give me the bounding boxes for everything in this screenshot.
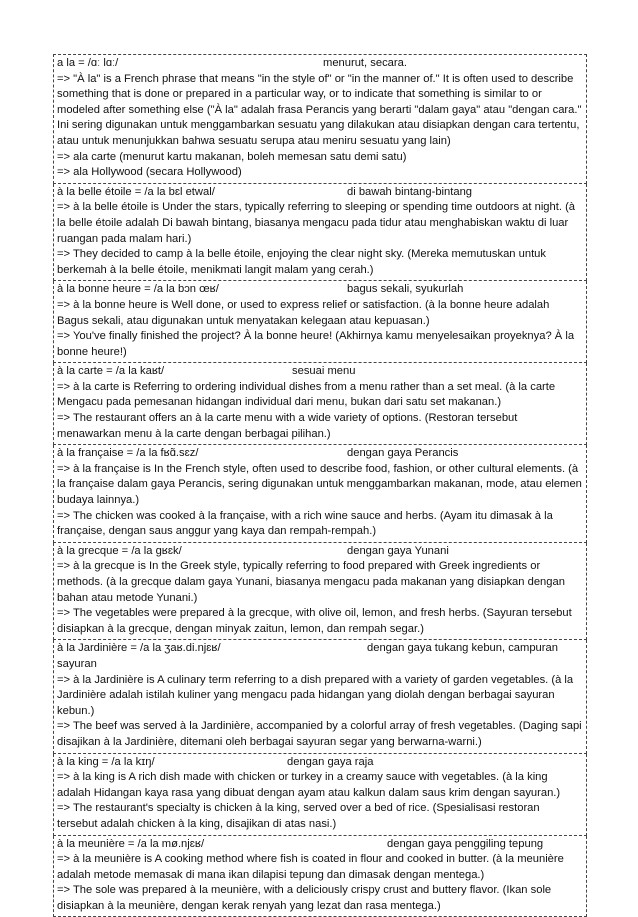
entry-headline	[57, 446, 583, 462]
entry-term: à la bonne heure = /a la bɔn œʁ/	[57, 283, 219, 295]
entry-term: a la = /ɑː lɑː/	[57, 57, 118, 69]
entry-term: à la meunière = /a la mø.njɛʁ/	[57, 838, 204, 850]
entry-term: à la king = /a la kɪŋ/	[57, 756, 155, 768]
entry-line: => à la bonne heure is Well done, or used to express relief or satisfaction. (à la bonne heure adalah Bagus sekali, atau digunakan untuk menyatakan kelegaan atau kepuasan.)	[57, 298, 583, 329]
glossary-entry	[53, 184, 587, 282]
entry-line: => à la grecque is In the Greek style, typically referring to food prepared with Greek ingredients or methods. (à la grecque dalam gaya Yunani, biasanya mengacu pada makanan yang disiapkan dengan bahan atau metode Yunani.)	[57, 559, 583, 606]
entry-line: => à la meunière is A cooking method where fish is coated in flour and cooked in butter. (à la meunière adalah metode memasak di mana ikan dilapisi tepung dan dimasak dengan mentega.)	[57, 852, 583, 883]
entry-headline	[57, 185, 583, 201]
entry-headline	[57, 56, 583, 72]
entry-headline	[57, 837, 583, 853]
glossary-entry	[53, 363, 587, 445]
entry-headline	[57, 544, 583, 560]
entry-translation: bagus sekali, syukurlah	[347, 282, 463, 298]
entry-line: => à la française is In the French style, often used to describe food, fashion, or other cultural elements. (à la française dalam gaya Perancis, sering digunakan untuk menggambarkan makanan, mode, atau elemen budaya lainnya.)	[57, 462, 583, 509]
entry-headline	[57, 282, 583, 298]
entry-translation: menurut, secara.	[323, 56, 407, 72]
entry-line: => The beef was served à la Jardinière, accompanied by a colorful array of fresh vegetables. (Daging sapi disajikan à la Jardinière, ditemani oleh berbagai sayuran segar yang berwarna-warni.)	[57, 719, 583, 750]
entry-line: => à la belle étoile is Under the stars, typically referring to sleeping or spending time outdoors at night. (à la belle étoile adalah Di bawah bintang, biasanya mengacu pada tidur atau menghabiskan waktu di luar ruangan pada malam hari.)	[57, 200, 583, 247]
entry-line: => The sole was prepared à la meunière, with a deliciously crispy crust and buttery flavor. (Ikan sole disiapkan à la meunière, dengan kerak renyah yang lezat dan rasa mentega.)	[57, 883, 583, 914]
entry-term: à la belle étoile = /a la bɛl etwal/	[57, 186, 215, 198]
entry-translation: di bawah bintang-bintang	[347, 185, 472, 201]
glossary-entry	[53, 54, 587, 184]
entry-term: à la carte = /a la kaʁt/	[57, 365, 164, 377]
entry-line: => You've finally finished the project? À la bonne heure! (Akhirnya kamu menyelesaikan proyeknya? À la bonne heure!)	[57, 329, 583, 360]
entry-term: à la Jardinière = /a la ʒaʁ.di.njɛʁ/	[57, 641, 367, 657]
entry-line: => à la king is A rich dish made with chicken or turkey in a creamy sauce with vegetables. (à la king adalah Hidangan kaya rasa yang dibuat dengan ayam atau kalkun dalam saus krim dengan sayuran.)	[57, 770, 583, 801]
entry-line: => ala carte (menurut kartu makanan, boleh memesan satu demi satu)	[57, 150, 583, 166]
entry-line: => The vegetables were prepared à la grecque, with olive oil, lemon, and fresh herbs. (Sayuran tersebut disiapkan à la grecque, dengan minyak zaitun, lemon, dan rempah segar.)	[57, 606, 583, 637]
entry-headline	[57, 364, 583, 380]
entry-translation: sesuai menu	[292, 364, 355, 380]
glossary-entry	[53, 754, 587, 836]
glossary-entry	[53, 281, 587, 363]
glossary-entry	[53, 836, 587, 917]
entry-line: => à la carte is Referring to ordering individual dishes from a menu rather than a set meal. (à la carte Mengacu pada pemesanan hidangan individual dari menu, bukan dari satu set makanan.)	[57, 380, 583, 411]
entry-translation: dengan gaya Yunani	[347, 544, 449, 560]
entry-translation: dengan gaya raja	[287, 755, 373, 771]
entry-translation: dengan gaya Perancis	[347, 446, 458, 462]
glossary-entry	[53, 640, 587, 753]
entry-headline	[57, 755, 583, 771]
entry-line: => The restaurant's specialty is chicken à la king, served over a bed of rice. (Spesialisasi restoran tersebut adalah chicken à la king, disajikan di atas nasi.)	[57, 801, 583, 832]
entry-term: à la française = /a la fʁɑ̃.sɛz/	[57, 447, 198, 459]
entry-line: => The chicken was cooked à la française, with a rich wine sauce and herbs. (Ayam itu dimasak à la française, dengan saus anggur yang kaya dan rempah-rempah.)	[57, 509, 583, 540]
entry-line: => "À la" is a French phrase that means "in the style of" or "in the manner of." It is often used to describe something that is done or prepared in a particular way, or to indicate that something is similar to or modeled after something else ("À la" adalah frasa Perancis yang berarti "dalam gaya" atau "dengan cara." Ini sering digunakan untuk menggambarkan sesuatu yang dilakukan atau disiapkan dengan cara tertentu, atau untuk menunjukkan bahwa sesuatu serupa atau meniru sesuatu yang lain)	[57, 72, 583, 150]
entry-translation: dengan gaya tukang kebun, campuran sayuran	[57, 642, 558, 670]
glossary-entry	[53, 445, 587, 543]
glossary-entries	[53, 54, 587, 917]
entry-translation: dengan gaya penggiling tepung	[387, 837, 543, 853]
entry-line: => The restaurant offers an à la carte menu with a wide variety of options. (Restoran tersebut menawarkan menu à la carte dengan berbagai pilihan.)	[57, 411, 583, 442]
entry-line: => ala Hollywood (secara Hollywood)	[57, 165, 583, 181]
entry-headline	[57, 641, 583, 672]
entry-line: => à la Jardinière is A culinary term referring to a dish prepared with a variety of garden vegetables. (à la Jardinière adalah istilah kuliner yang mengacu pada hidangan yang diolah dengan berbagai sayuran kebun.)	[57, 673, 583, 720]
glossary-document	[53, 54, 587, 917]
glossary-entry	[53, 543, 587, 641]
entry-term: à la grecque = /a la ɡʁɛk/	[57, 545, 182, 557]
entry-line: => They decided to camp à la belle étoile, enjoying the clear night sky. (Mereka memutuskan untuk berkemah à la belle étoile, menikmati langit malam yang cerah.)	[57, 247, 583, 278]
